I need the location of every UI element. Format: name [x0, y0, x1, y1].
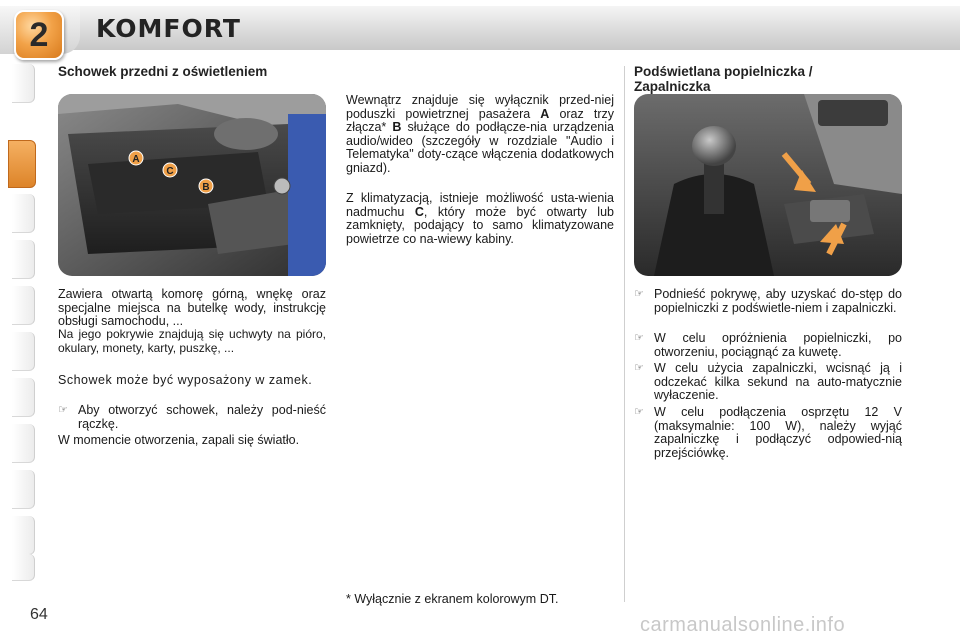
glovebox-light-note: W momencie otworzenia, zapali się światło.: [58, 433, 300, 447]
glovebox-desc-1: Zawiera otwartą komorę górną, wnękę oraz specjalne miejsca na butelkę wody, instrukcję obsługi samochodu, ...: [58, 287, 326, 328]
chapter-number-badge: 2: [14, 10, 64, 60]
page-header: [0, 0, 960, 60]
pointing-hand-icon: ☞: [634, 332, 644, 344]
glovebox-open-step: [58, 404, 326, 431]
chapter-tab[interactable]: [12, 554, 35, 581]
footnote: * Wyłącznie z ekranem kolorowym DT.: [346, 592, 559, 606]
inside-desc-part-2: oraz trzy złącza*: [346, 106, 614, 134]
pointing-hand-icon: ☞: [634, 288, 644, 300]
inside-desc-part-3: służące do podłącze-nia urządzenia audio/wideo (szczegóły w rozdziale "Audio i Telematyka" doty-czące włączenia dodatkowych gniazd).: [346, 120, 614, 175]
chapter-tab[interactable]: [12, 378, 35, 417]
ashtray-step-3: [634, 362, 902, 403]
chapter-tab-active[interactable]: [8, 140, 36, 188]
pointing-hand-icon: ☞: [634, 406, 644, 418]
chapter-tab[interactable]: [12, 64, 35, 103]
chapter-tabs: [12, 64, 36, 584]
ashtray-step-1: [634, 288, 902, 315]
glovebox-desc-2: Na jego pokrywie znajdują się uchwyty na pióro, okulary, monety, karty, puszkę, ...: [58, 327, 326, 355]
ashtray-step-1-text: Podnieść pokrywę, aby uzyskać do-stęp do popielniczki z podświetle-niem i zapalniczki.: [654, 287, 902, 315]
page-number: 64: [30, 606, 48, 623]
pointing-hand-icon: ☞: [58, 404, 68, 416]
glovebox-inside-desc: [346, 94, 614, 175]
chapter-tab[interactable]: [12, 194, 35, 233]
callout-a-label: A: [132, 154, 140, 165]
glovebox-lock-note: Schowek może być wyposażony w zamek.: [58, 373, 313, 387]
column-divider: [624, 66, 625, 602]
ashtray-photo: [634, 94, 902, 276]
callout-b-ref: B: [392, 120, 402, 134]
ashtray-title-line-2: Zapalniczka: [634, 79, 711, 94]
ashtray-step-4: [634, 406, 902, 460]
ashtray-step-2: [634, 332, 902, 359]
chapter-tab[interactable]: [12, 516, 35, 555]
chapter-tab[interactable]: [12, 470, 35, 509]
chapter-tab[interactable]: [12, 424, 35, 463]
chapter-title: KOMFORT: [96, 14, 241, 43]
pointing-hand-icon: ☞: [634, 362, 644, 374]
glovebox-open-step-text: Aby otworzyć schowek, należy pod-nieść rączkę.: [78, 403, 326, 431]
ashtray-step-4-text: W celu podłączenia osprzętu 12 V (maksymalnie: 100 W), należy wyjąć zapalniczkę i podłączyć odpowied-nią przejściówkę.: [654, 405, 902, 460]
chapter-tab[interactable]: [12, 240, 35, 279]
air-vent-desc: [346, 192, 614, 246]
chapter-tab[interactable]: [12, 332, 35, 371]
callout-a-ref: A: [540, 106, 550, 121]
chapter-tab[interactable]: [12, 286, 35, 325]
air-vent-desc-part-2: , który może być otwarty lub zamknięty, podający to samo klimatyzowane powietrze co na-wiewy kabiny.: [346, 204, 614, 246]
ashtray-section-title: [634, 64, 914, 94]
callout-c-ref: C: [414, 204, 424, 219]
inside-desc-part-1: Wewnątrz znajduje się wyłącznik przed-niej poduszki powietrznej pasażera: [346, 93, 614, 121]
callout-b-label: B: [202, 182, 210, 193]
watermark: carmanualsonline.info: [640, 614, 846, 636]
ashtray-title-line-1: Podświetlana popielniczka /: [634, 64, 813, 79]
ashtray-step-2-text: W celu opróżnienia popielniczki, po otworzeniu, pociągnąć za kuwetę.: [654, 331, 902, 359]
callout-c-label: C: [166, 166, 174, 177]
glovebox-section-title: Schowek przedni z oświetleniem: [58, 64, 268, 79]
ashtray-step-3-text: W celu użycia zapalniczki, wcisnąć ją i odczekać kilka sekund na auto-matycznie wyłaczenie.: [654, 361, 902, 402]
glovebox-photo: [58, 94, 326, 276]
air-vent-desc-part-1: Z klimatyzacją, istnieje możliwość usta-wienia nadmuchu: [346, 191, 614, 219]
